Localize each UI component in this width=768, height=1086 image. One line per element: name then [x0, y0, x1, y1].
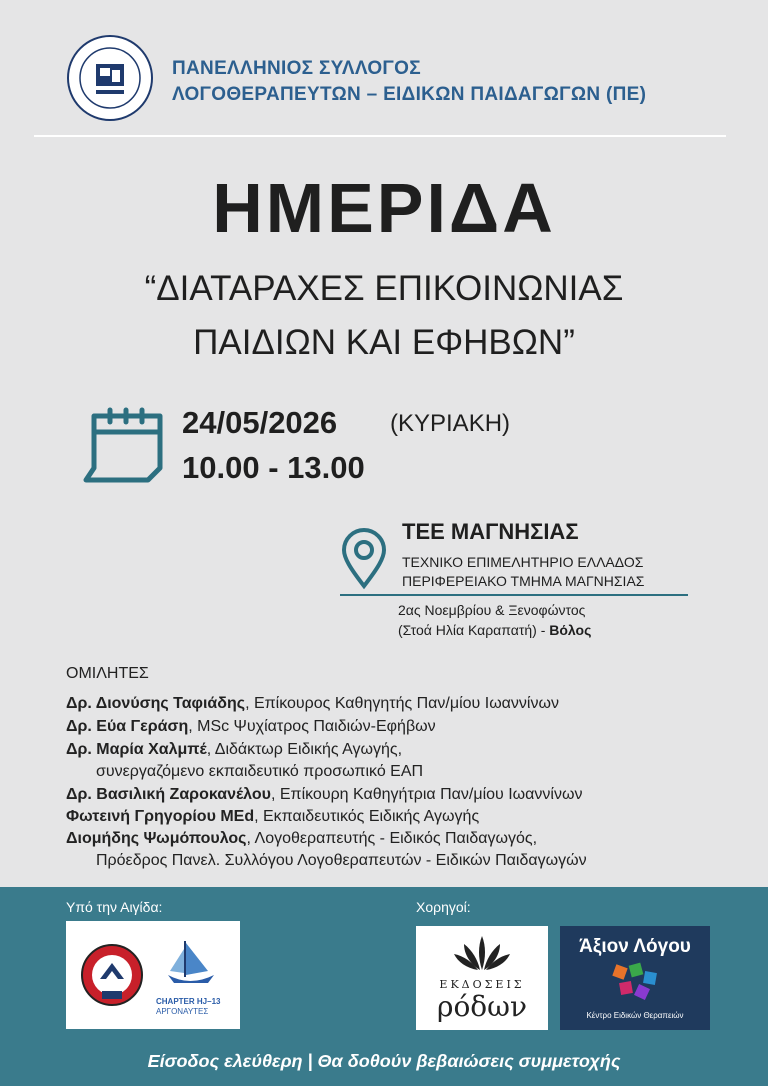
chapter-text: CHAPTER HJ–13	[156, 997, 221, 1006]
calendar-icon	[80, 406, 166, 486]
speaker-name: Δρ. Μαρία Χαλμπέ	[66, 741, 207, 758]
organization-name-line1: ΠΑΝΕΛΛΗΝΙΟΣ ΣΥΛΛΟΓΟΣ	[172, 58, 421, 79]
speaker-item	[66, 830, 537, 848]
association-seal-icon	[66, 34, 154, 122]
speaker-name: Δρ. Διονύσης Ταφιάδης	[66, 695, 246, 712]
event-subtitle-line1: “ΔΙΑΤΑΡΑΧΕΣ ΕΠΙΚΟΙΝΩΝΙΑΣ	[144, 269, 624, 308]
sponsors-label: Χορηγοί:	[416, 899, 471, 915]
venue-line2: ΠΕΡΙΦΕΡΕΙΑΚΟ ΤΜΗΜΑ ΜΑΓΝΗΣΙΑΣ	[402, 573, 645, 589]
venue-line1: ΤΕΧΝΙΚΟ ΕΠΙΜΕΛΗΤΗΡΙΟ ΕΛΛΑΔΟΣ	[402, 554, 644, 570]
speaker-role: , Λογοθεραπευτής - Ειδικός Παιδαγωγός,	[246, 830, 538, 847]
venue-address1: 2ας Νοεμβρίου & Ξενοφώντος	[398, 602, 586, 618]
speaker-item	[66, 695, 559, 713]
speaker-role-continued: Πρόεδρος Πανελ. Συλλόγου Λογοθεραπευτών - Ειδικών Παιδαγωγών	[96, 852, 587, 869]
event-title: ΗΜΕΡΙΔΑ	[212, 169, 556, 247]
lotus-logo-icon	[454, 934, 510, 974]
speaker-item	[66, 741, 402, 759]
venue-address2	[398, 622, 591, 638]
speaker-name: Διομήδης Ψωμόπουλος	[66, 830, 247, 847]
ship-logo-icon	[160, 935, 220, 993]
location-pin-icon	[340, 528, 388, 590]
venue-divider	[340, 594, 688, 596]
axion-title: Άξιον Λόγου	[579, 936, 691, 957]
aegis-label: Υπό την Αιγίδα:	[66, 899, 163, 915]
venue-name: ΤΕΕ ΜΑΓΝΗΣΙΑΣ	[402, 519, 579, 544]
event-subtitle	[0, 262, 768, 370]
header-divider	[34, 135, 726, 137]
footer-band	[0, 887, 768, 1086]
speakers-label: ΟΜΙΛΗΤΕΣ	[66, 665, 149, 682]
speaker-name: Δρ. Βασιλική Ζαροκανέλου	[66, 786, 271, 803]
ahepa-logo-icon	[80, 939, 144, 1011]
organization-name-line2: ΛΟΓΟΘΕΡΑΠΕΥΤΩΝ – ΕΙΔΙΚΩΝ ΠΑΙΔΑΓΩΓΩΝ (ΠΕ)	[172, 84, 647, 105]
speaker-role: , Εκπαιδευτικός Ειδικής Αγωγής	[254, 808, 480, 825]
venue-city: Βόλος	[549, 622, 592, 638]
aegis-logos	[66, 921, 240, 1029]
speaker-role: , Επίκουρος Καθηγητής Παν/μίου Ιωαννίνων	[245, 695, 559, 712]
footer-note: Είσοδος ελεύθερη | Θα δοθούν βεβαιώσεις συμμετοχής	[147, 1051, 621, 1071]
axion-logou-logo	[560, 926, 710, 1030]
speaker-role: , MSc Ψυχίατρος Παιδιών-Εφήβων	[188, 718, 436, 735]
argonautes-text: ΑΡΓΟΝΑΥΤΕΣ	[156, 1007, 209, 1016]
rodon-name: ρόδων	[436, 990, 528, 1023]
speaker-item	[66, 718, 436, 736]
speaker-role: , Επίκουρη Καθηγήτρια Παν/μίου Ιωαννίνων	[270, 786, 583, 803]
speaker-name: Δρ. Εύα Γεράση	[66, 718, 189, 735]
rodon-publisher: ΕΚΔΟΣΕΙΣ	[439, 978, 525, 991]
event-time: 10.00 - 13.00	[182, 450, 365, 485]
speaker-role: , Διδάκτωρ Ειδικής Αγωγής,	[206, 741, 403, 758]
event-day: (ΚΥΡΙΑΚΗ)	[390, 410, 511, 437]
header	[66, 34, 706, 126]
venue-address2-prefix: (Στοά Ηλία Καραπατή) -	[398, 622, 550, 638]
rodon-logo	[416, 926, 548, 1030]
speaker-role-continued: συνεργαζόμενο εκπαιδευτικό προσωπικό ΕΑΠ	[96, 763, 424, 780]
speaker-item	[66, 786, 582, 804]
axion-subtitle: Κέντρο Ειδικών Θεραπειών	[586, 1011, 684, 1020]
speaker-name: Φωτεινή Γρηγορίου MEd	[66, 808, 255, 825]
speaker-item	[66, 808, 479, 826]
organization-name	[172, 56, 646, 108]
event-subtitle-line2: ΠΑΙΔΙΩΝ ΚΑΙ ΕΦΗΒΩΝ”	[193, 323, 575, 362]
event-date: 24/05/2026	[182, 405, 338, 440]
puzzle-logo-icon	[610, 962, 660, 1006]
